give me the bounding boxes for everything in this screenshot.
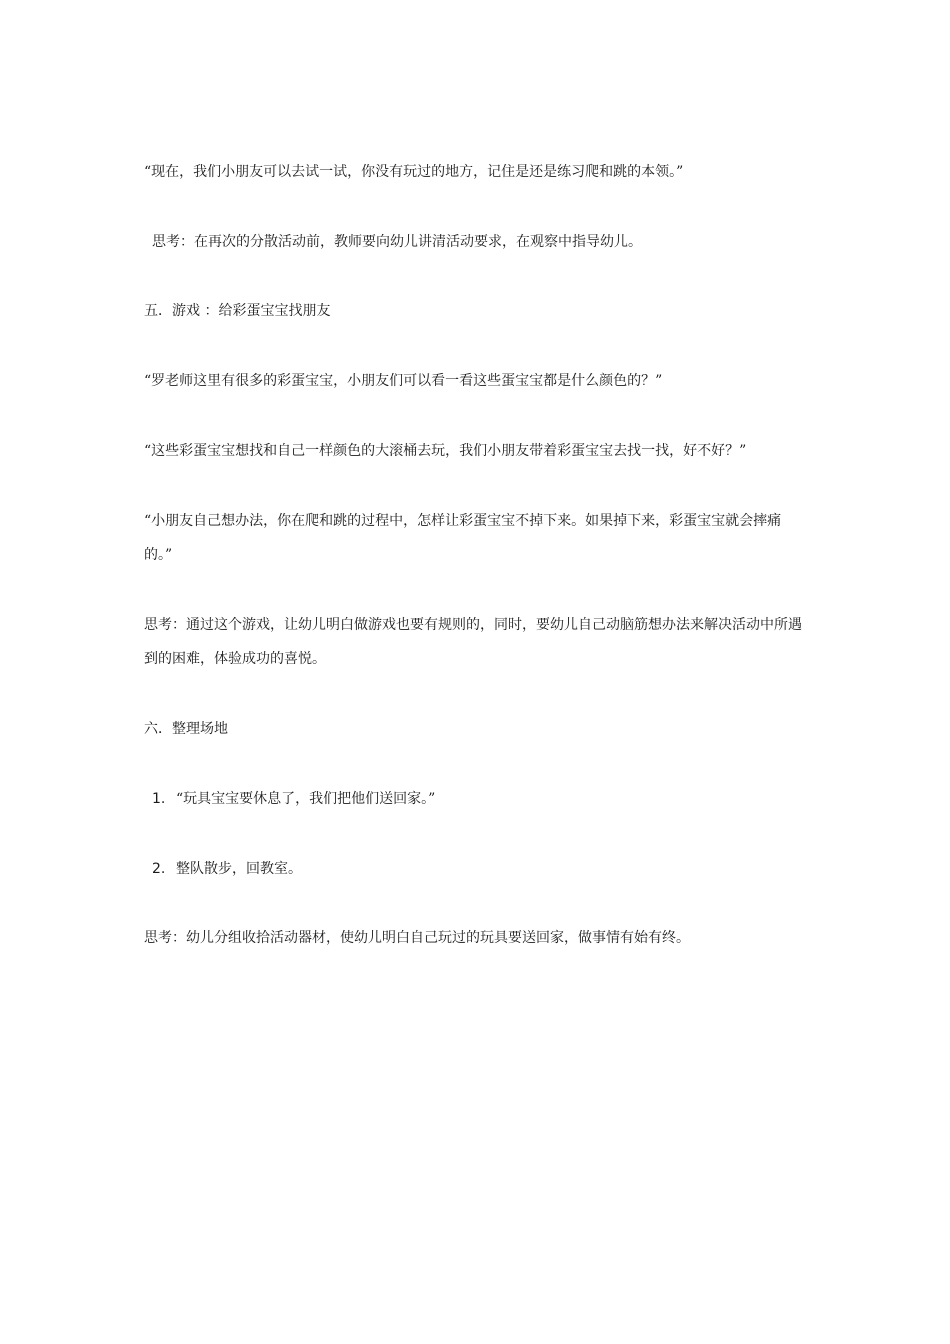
paragraph-quote-method: “小朋友自己想办法，你在爬和跳的过程中，怎样让彩蛋宝宝不掉下来。如果掉下来，彩蛋宝宝就会摔痛的。” bbox=[144, 513, 782, 563]
list-item-text: 整队散步，回教室。 bbox=[176, 861, 302, 877]
paragraph-quote-colors: “罗老师这里有很多的彩蛋宝宝，小朋友们可以看一看这些蛋宝宝都是什么颜色的？” bbox=[144, 373, 663, 389]
list-item bbox=[152, 782, 816, 816]
list-item bbox=[152, 852, 816, 886]
list-item-number: 2. bbox=[152, 861, 166, 877]
list-item-text: “玩具宝宝要休息了，我们把他们送回家。” bbox=[176, 791, 436, 807]
paragraph-reflection-3: 思考：幼儿分组收拾活动器材，使幼儿明白自己玩过的玩具要送回家，做事情有始有终。 bbox=[144, 930, 690, 946]
paragraph-reflection-1: 思考：在再次的分散活动前，教师要向幼儿讲清活动要求，在观察中指导幼儿。 bbox=[152, 234, 642, 250]
section-heading-game: 五．游戏 ：给彩蛋宝宝找朋友 bbox=[144, 303, 331, 319]
paragraph-intro-quote: “现在，我们小朋友可以去试一试，你没有玩过的地方，记住是还是练习爬和跳的本领。” bbox=[144, 164, 684, 180]
paragraph-quote-find: “这些彩蛋宝宝想找和自己一样颜色的大滚桶去玩，我们小朋友带着彩蛋宝宝去找一找，好不好？” bbox=[144, 443, 747, 459]
paragraph-reflection-2: 思考：通过这个游戏，让幼儿明白做游戏也要有规则的，同时，要幼儿自己动脑筋想办法来解决活动中所遇到的困难，体验成功的喜悦。 bbox=[144, 617, 802, 667]
section-heading-cleanup: 六．整理场地 bbox=[144, 721, 228, 737]
list-item-number: 1. bbox=[152, 791, 166, 807]
